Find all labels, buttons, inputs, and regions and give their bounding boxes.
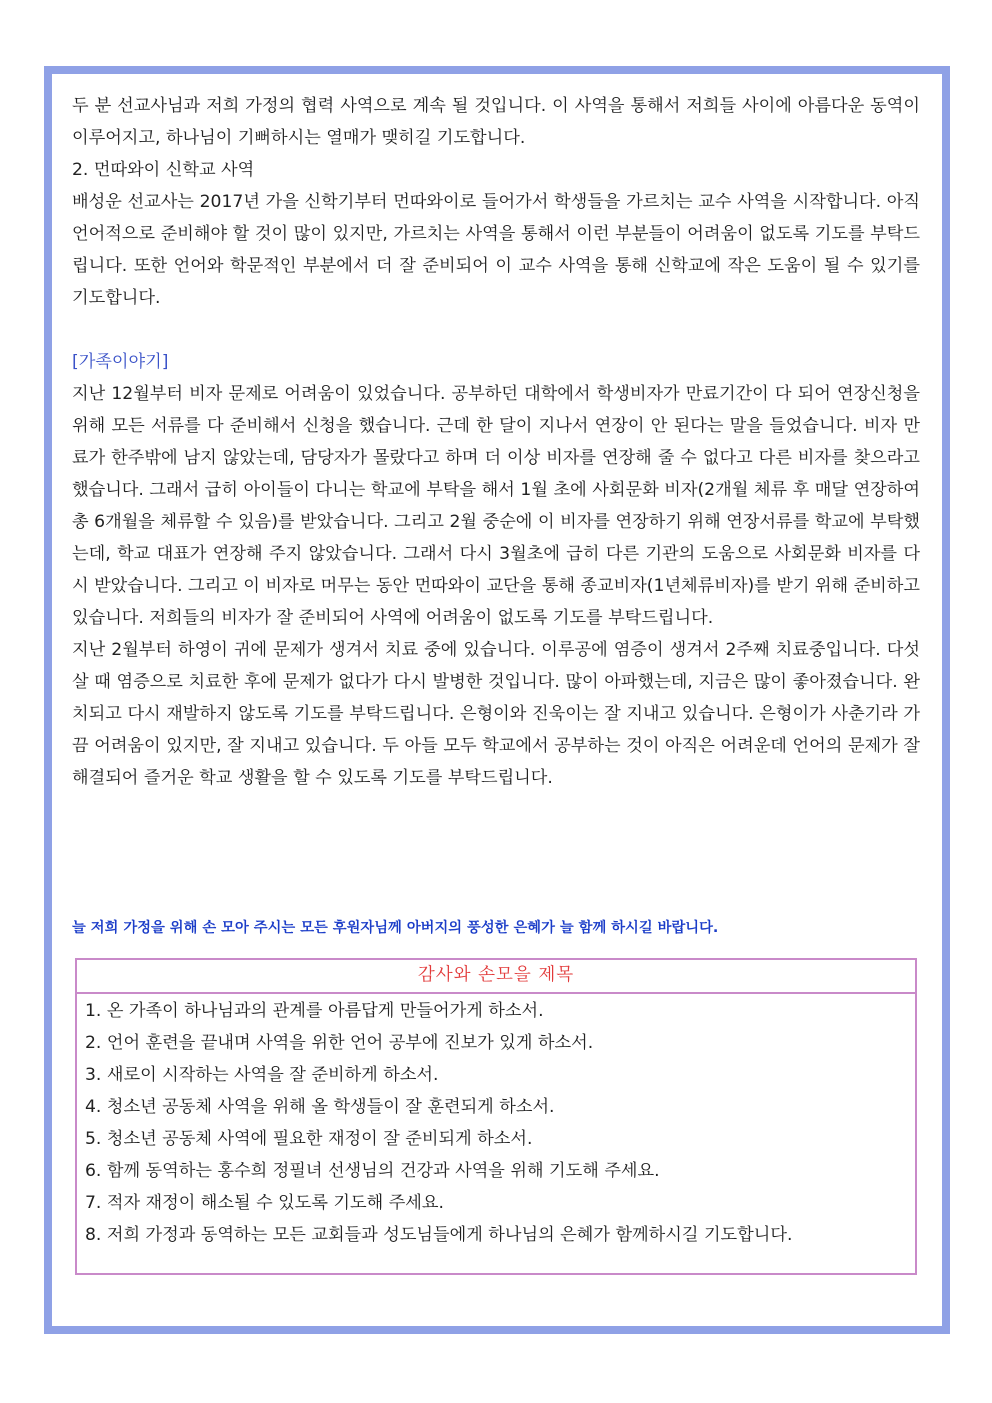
prayer-item: 6. 함께 동역하는 홍수희 정필녀 선생님의 건강과 사역을 위해 기도해 주세요.: [85, 1161, 660, 1181]
prayer-item: 7. 적자 재정이 해소될 수 있도록 기도해 주세요.: [85, 1193, 444, 1213]
letter-body: [72, 90, 920, 794]
paragraph-health: 지난 2월부터 하영이 귀에 문제가 생겨서 치료 중에 있습니다. 이루공에 염증이 생겨서 2주째 치료중입니다. 다섯 살 때 염증으로 치료한 후에 문제가 없다가 다시 발병한 것입니다. 많이 아파했는데, 지금은 많이 좋아졌습니다. 완치되고 다시 재발하지 않도록 기도를 부탁드립니다. 은형이와 진욱이는 잘 지내고 있습니다. 은형이가 사춘기라 가끔 어려움이 있지만, 잘 지내고 있습니다. 두 아들 모두 학교에서 공부하는 것이 아직은 어려운데 언어의 문제가 잘 해결되어 즐거운 학교 생활을 할 수 있도록 기도를 부탁드립니다.: [72, 640, 920, 788]
prayer-item: 1. 온 가족이 하나님과의 관계를 아름답게 만들어가게 하소서.: [85, 1001, 544, 1021]
family-heading: [가족이야기]: [72, 352, 169, 372]
paragraph-seminary: 배성운 선교사는 2017년 가을 신학기부터 먼따와이로 들어가서 학생들을 가르치는 교수 사역을 시작합니다. 아직 언어적으로 준비해야 할 것이 많이 있지만, 가르치는 사역을 통해서 이런 부분들이 어려움이 없도록 기도를 부탁드립니다. 또한 언어와 학문적인 부분에서 더 잘 준비되어 이 교수 사역을 통해 신학교에 작은 도움이 될 수 있기를 기도합니다.: [72, 192, 920, 308]
prayer-title: 감사와 손모을 제목: [77, 960, 915, 994]
prayer-item: 4. 청소년 공동체 사역을 위해 올 학생들이 잘 훈련되게 하소서.: [85, 1097, 555, 1117]
paragraph-visa: 지난 12월부터 비자 문제로 어려움이 있었습니다. 공부하던 대학에서 학생비자가 만료기간이 다 되어 연장신청을 위해 모든 서류를 다 준비해서 신청을 했습니다. 근데 한 달이 지나서 연장이 안 된다는 말을 들었습니다. 비자 만료가 한주밖에 남지 않았는데, 담당자가 몰랐다고 하며 더 이상 비자를 연장해 줄 수 없다고 다른 비자를 찾으라고 했습니다. 그래서 급히 아이들이 다니는 학교에 부탁을 해서 1월 초에 사회문화 비자(2개월 체류 후 매달 연장하여 총 6개월을 체류할 수 있음)를 받았습니다. 그리고 2월 중순에 이 비자를 연장하기 위해 연장서류를 학교에 부탁했는데, 학교 대표가 연장해 주지 않았습니다. 그래서 다시 3월초에 급히 다른 기관의 도움으로 사회문화 비자를 다시 받았습니다. 그리고 이 비자로 머무는 동안 먼따와이 교단을 통해 종교비자(1년체류비자)를 받기 위해 준비하고 있습니다. 저희들의 비자가 잘 준비되어 사역에 어려움이 없도록 기도를 부탁드립니다.: [72, 384, 920, 628]
prayer-box: [75, 958, 917, 1275]
prayer-item: 8. 저희 가정과 동역하는 모든 교회들과 성도님들에게 하나님의 은혜가 함께하시길 기도합니다.: [85, 1225, 793, 1245]
prayer-item: 5. 청소년 공동체 사역에 필요한 재정이 잘 준비되게 하소서.: [85, 1129, 533, 1149]
section-heading-seminary: 2. 먼따와이 신학교 사역: [72, 160, 255, 180]
prayer-item: 3. 새로이 시작하는 사역을 잘 준비하게 하소서.: [85, 1065, 439, 1085]
spacer: [72, 314, 920, 346]
paragraph-cooperation: 두 분 선교사님과 저희 가정의 협력 사역으로 계속 될 것입니다. 이 사역을 통해서 저희들 사이에 아름다운 동역이 이루어지고, 하나님이 기뻐하시는 열매가 맺히길 기도합니다.: [72, 96, 920, 148]
prayer-item: 2. 언어 훈련을 끝내며 사역을 위한 언어 공부에 진보가 있게 하소서.: [85, 1033, 594, 1053]
prayer-list: [77, 994, 915, 1251]
blessing-line: 늘 저희 가정을 위해 손 모아 주시는 모든 후원자님께 아버지의 풍성한 은혜가 늘 함께 하시길 바랍니다.: [72, 920, 719, 936]
